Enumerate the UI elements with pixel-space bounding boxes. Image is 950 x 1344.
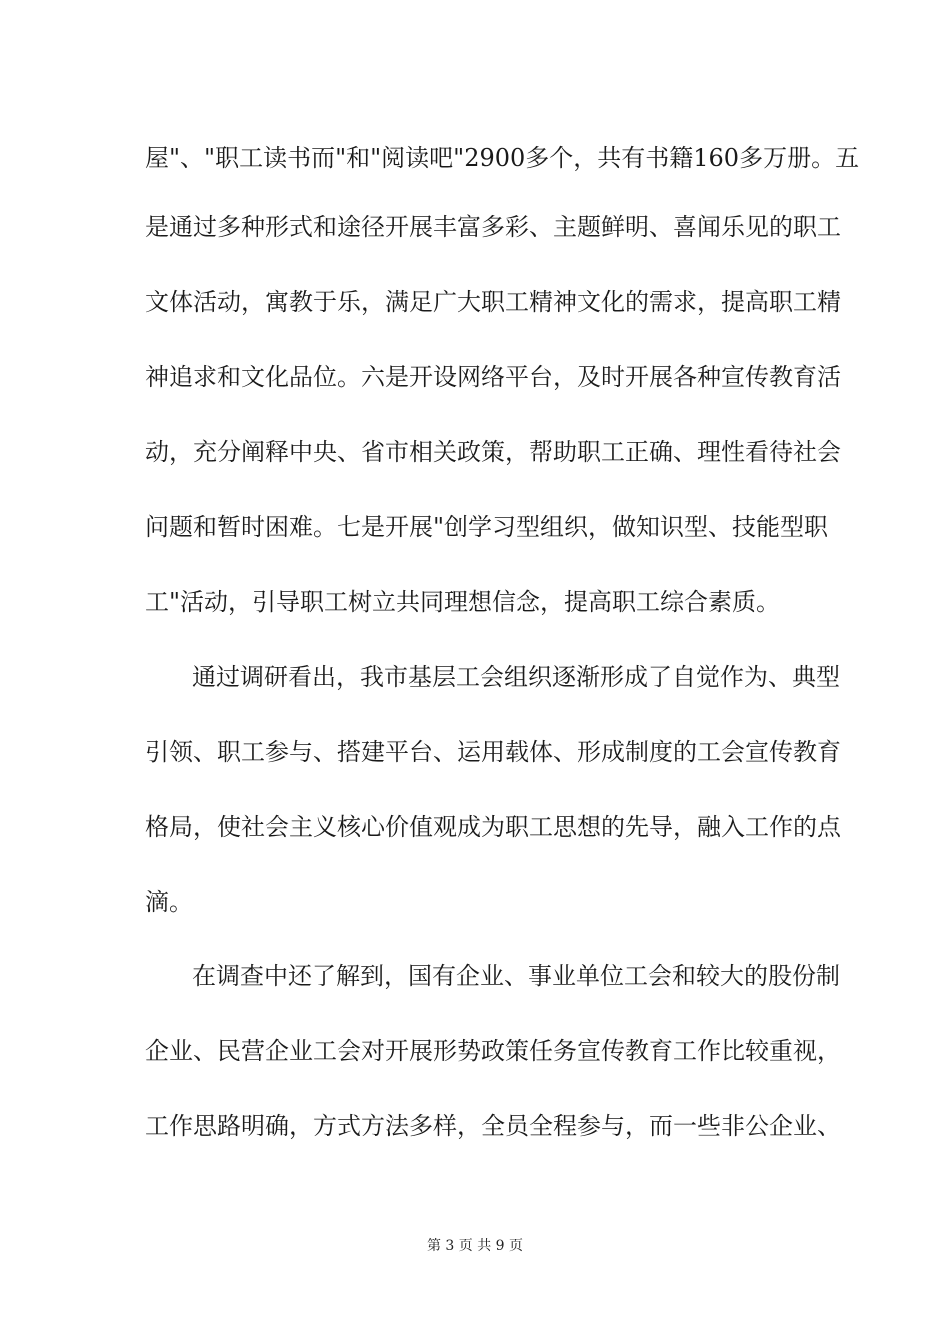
paragraph-1-line-6: 问题和暂时困难。七是开展"创学习型组织，做知识型、技能型职	[145, 513, 829, 541]
paragraph-1-line-5: 动，充分阐释中央、省市相关政策，帮助职工正确、理性看待社会	[145, 438, 841, 466]
page-number-footer: 第 3 页 共 9 页	[426, 1238, 524, 1254]
paragraph-3-line-3: 工作思路明确，方式方法多样，全员全程参与，而一些非公企业、	[145, 1112, 841, 1140]
paragraph-2-line-3: 格局，使社会主义核心价值观成为职工思想的先导，融入工作的点	[145, 813, 841, 841]
paragraph-1-line-3: 文体活动，寓教于乐，满足广大职工精神文化的需求，提高职工精	[145, 288, 841, 316]
paragraph-1-line-2: 是通过多种形式和途径开展丰富多彩、主题鲜明、喜闻乐见的职工	[145, 213, 841, 241]
paragraph-1-line-1: 屋"、"职工读书而"和"阅读吧"2900多个，共有书籍160多万册。五	[145, 144, 860, 172]
paragraph-2-line-4: 滴。	[145, 888, 193, 916]
paragraph-2-line-1: 通过调研看出，我市基层工会组织逐渐形成了自觉作为、典型	[192, 663, 840, 691]
paragraph-3-line-1: 在调查中还了解到，国有企业、事业单位工会和较大的股份制	[192, 962, 840, 990]
paragraph-2-line-2: 引领、职工参与、搭建平台、运用载体、形成制度的工会宣传教育	[145, 738, 841, 766]
paragraph-3-line-2: 企业、民营企业工会对开展形势政策任务宣传教育工作比较重视，	[145, 1037, 841, 1065]
paragraph-1-line-4: 神追求和文化品位。六是开设网络平台，及时开展各种宣传教育活	[145, 363, 841, 391]
paragraph-1-line-7: 工"活动，引导职工树立共同理想信念，提高职工综合素质。	[145, 588, 781, 616]
